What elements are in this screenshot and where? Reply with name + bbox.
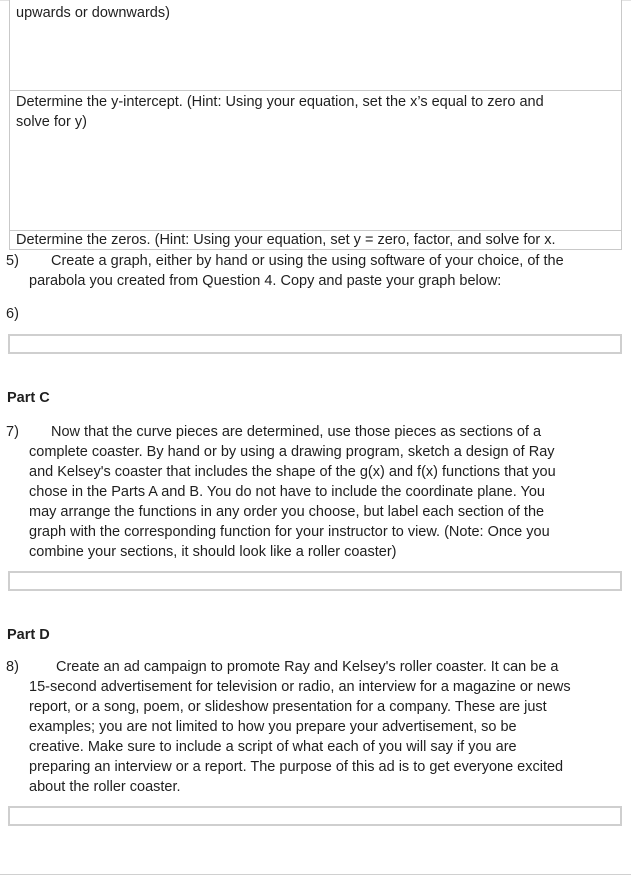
answer-box-6[interactable]: [8, 334, 622, 354]
bottom-rule: [0, 874, 631, 875]
question-8-text-cont: 15-second advertisement for television or radio, an interview for a magazine or news report, or a song, poem, or slideshow presentation for a company. These are just examples; you are not limited to how you prepare your advertisement, so be creative. Make sure to include a script of what each of you will say if you are preparing an interview or a report. The purpose of this ad is to get everyone excited about the roller coaster.: [29, 679, 571, 795]
answer-box-8[interactable]: [8, 806, 622, 826]
table-cell-zeros: [9, 230, 622, 250]
cell-zeros-text: Determine the zeros. (Hint: Using your equation, set y = zero, factor, and solve for x.: [16, 232, 556, 248]
question-8-number: 8): [6, 659, 19, 675]
question-5-text: Create a graph, either by hand or using the using software of your choice, of the: [51, 253, 564, 269]
question-7-number: 7): [6, 424, 19, 440]
question-8-text: Create an ad campaign to promote Ray and Kelsey's roller coaster. It can be a: [56, 659, 559, 675]
question-5-number: 5): [6, 253, 19, 269]
cell-y-intercept-text: Determine the y-intercept. (Hint: Using your equation, set the x’s equal to zero and solve for y): [16, 94, 544, 130]
answer-box-7[interactable]: [8, 571, 622, 591]
part-d-heading: Part D: [7, 627, 50, 643]
cell-direction-text: upwards or downwards): [16, 5, 170, 21]
question-6-number: 6): [6, 306, 19, 322]
question-7-text-cont: complete coaster. By hand or by using a drawing program, sketch a design of Ray and Kelsey's coaster that includes the shape of the g(x) and f(x) functions that you chose in the Parts A and B. You do not have to include the coordinate plane. You may arrange the functions in any order you choose, but label each section of the graph with the corresponding function for your instructor to view. (Note: Once you combine your sections, it should look like a roller coaster): [29, 444, 556, 560]
question-5-text-cont: parabola you created from Question 4. Copy and paste your graph below:: [29, 273, 502, 289]
part-c-heading: Part C: [7, 390, 50, 406]
table-cell-direction: [9, 0, 622, 91]
question-7-text: Now that the curve pieces are determined, use those pieces as sections of a: [51, 424, 542, 440]
table-cell-y-intercept: [9, 90, 622, 231]
